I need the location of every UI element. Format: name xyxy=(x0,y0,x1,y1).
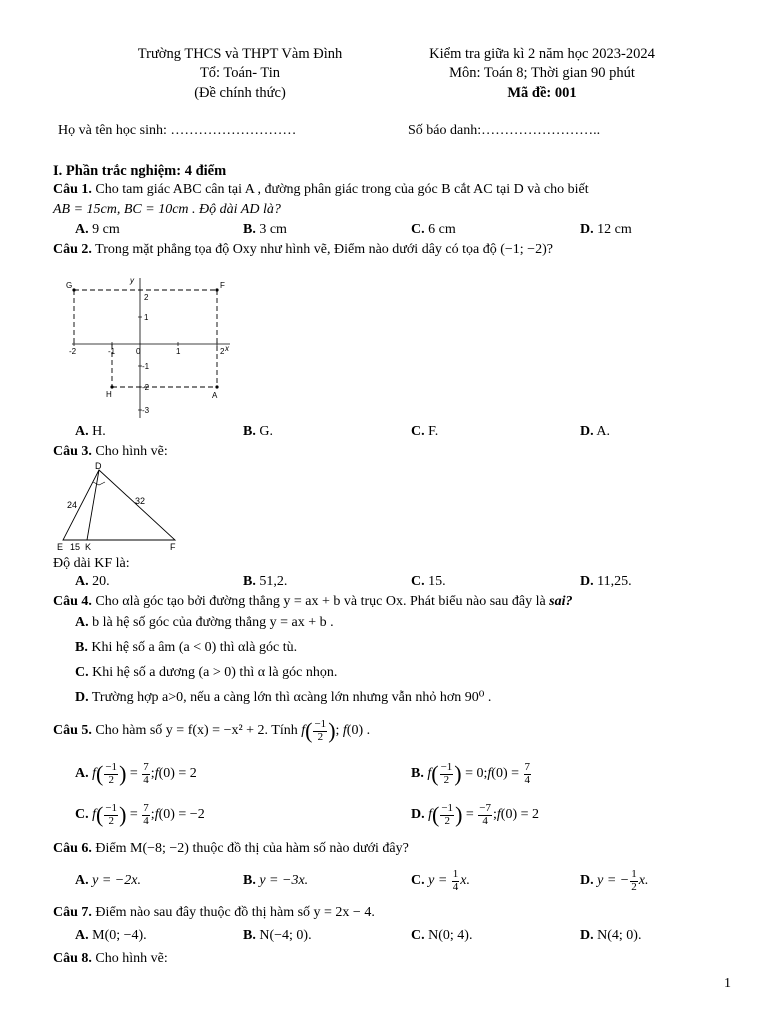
coordinate-figure xyxy=(60,272,240,422)
label-k: K xyxy=(85,542,92,552)
option-c: C. y = $\frac{1}{4}$ x. xyxy=(411,867,471,893)
option-b: B. N(−4; 0). xyxy=(243,928,312,943)
point-a xyxy=(215,385,218,388)
option-c: C. 6 cm xyxy=(411,222,456,237)
option-a: A. b là hệ số góc của đường thẳng y = ax + b . xyxy=(75,615,334,630)
option-a: A. f ( $\frac{-1}{2}$ ) = $\frac{7}{4}$ ; f (0) = 2 xyxy=(75,760,197,786)
label-f: F xyxy=(170,542,176,552)
option-a: A. M(0; −4). xyxy=(75,928,147,943)
point-f xyxy=(215,288,218,291)
question-6: Câu 6. Điểm M(−8; −2) thuộc đồ thị của hàm số nào dưới đây? xyxy=(53,841,409,856)
option-c: C. F. xyxy=(411,424,439,439)
official-label: (Đề chính thức) xyxy=(194,85,286,101)
option-d: D. Trường hợp a>0, nếu a càng lớn thì αcàng lớn nhưng vẫn nhỏ hơn 90⁰ . xyxy=(75,690,492,705)
side-24: 24 xyxy=(67,500,78,510)
exam-title: Kiểm tra giữa kì 2 năm học 2023-2024 xyxy=(429,46,655,62)
segment-dk xyxy=(87,470,99,540)
tick-y: 2 xyxy=(144,293,149,302)
option-d: D. f ( $\frac{-1}{2}$ ) = $\frac{-7}{4}$ ; f (0) = 2 xyxy=(411,801,540,827)
question-4: Câu 4. Cho αlà góc tạo bởi đường thẳng y = ax + b và trục Ox. Phát biểu nào sau đây là sai? xyxy=(53,594,573,609)
option-d: D. A. xyxy=(580,424,610,439)
exam-subject: Môn: Toán 8; Thời gian 90 phút xyxy=(449,65,635,81)
label-y: y xyxy=(130,276,134,285)
question-text: Cho tam giác ABC cân tại A , đường phân giác trong của góc B cắt AC tại D và cho biết xyxy=(95,182,589,197)
triangle-figure xyxy=(55,460,185,552)
option-a: A. y = −2x. xyxy=(75,873,141,889)
side-15: 15 xyxy=(70,542,81,552)
option-b: B. G. xyxy=(243,424,273,439)
option-a: A. 20. xyxy=(75,574,110,589)
school-name: Trường THCS và THPT Vàm Đình xyxy=(137,46,343,62)
label-h: H xyxy=(106,390,112,399)
option-b: B. 3 cm xyxy=(243,222,287,237)
side-32: 32 xyxy=(135,496,146,506)
tick-x: 2 xyxy=(220,347,225,356)
tick-x: 0 xyxy=(136,347,141,356)
option-b: B. y = −3x. xyxy=(243,873,309,889)
label-x: x xyxy=(225,344,229,353)
right-angle-mark xyxy=(93,482,105,485)
student-id-line: Số báo danh:…………………….. xyxy=(408,123,601,138)
tick-y: 1 xyxy=(144,313,149,322)
question-8: Câu 8. Cho hình vẽ: xyxy=(53,951,168,966)
option-b: B. 51,2. xyxy=(243,574,288,589)
point-g xyxy=(72,288,75,291)
tick-x: 1 xyxy=(176,347,181,356)
option-b: B. Khi hệ số a âm (a < 0) thì αlà góc tù. xyxy=(75,640,298,655)
student-name-line: Họ và tên học sinh: ……………………… xyxy=(58,123,297,138)
option-c: C. N(0; 4). xyxy=(411,928,473,943)
option-c: C. f ( $\frac{-1}{2}$ ) = $\frac{7}{4}$ ; f (0) = −2 xyxy=(75,801,205,827)
option-a: A. 9 cm xyxy=(75,222,120,237)
option-c: C. 15. xyxy=(411,574,446,589)
option-a: A. H. xyxy=(75,424,106,439)
question-1 xyxy=(53,181,743,199)
question-7: Câu 7. Điểm nào sau đây thuộc đồ thị hàm số y = 2x − 4. xyxy=(53,905,375,920)
option-b: B. f ( $\frac{-1}{2}$ ) = 0; f (0) = $\frac{7}{4}$ xyxy=(411,760,531,786)
question-label: Câu 1. xyxy=(53,182,92,197)
tick-y: -3 xyxy=(142,406,150,415)
tick-x: -1 xyxy=(108,347,116,356)
label-e: E xyxy=(57,542,64,552)
question-3: Câu 3. Cho hình vẽ: xyxy=(53,444,168,459)
option-d: D. y = − $\frac{1}{2}$ x. xyxy=(580,867,649,893)
department: Tổ: Toán- Tin xyxy=(199,65,281,81)
exam-code: Mã đề: 001 xyxy=(507,85,577,101)
option-d: D. 12 cm xyxy=(580,222,632,237)
option-d: D. 11,25. xyxy=(580,574,632,589)
question-2: Câu 2. Trong mặt phẳng tọa độ Oxy như hình vẽ, Điểm nào dưới dây có tọa độ (−1; −2)? xyxy=(53,242,553,257)
tick-y: -1 xyxy=(142,362,150,371)
option-c: C. Khi hệ số a dương (a > 0) thì α là góc nhọn. xyxy=(75,665,338,680)
tick-x: -2 xyxy=(69,347,77,356)
point-h xyxy=(110,385,113,388)
question-1-line2: AB = 15cm, BC = 10cm . Độ dài AD là? xyxy=(53,202,281,217)
question-3-sub: Độ dài KF là: xyxy=(53,556,130,571)
label-f: F xyxy=(220,281,225,290)
question-5: Câu 5. Cho hàm số y = f(x) = −x² + 2. Tính f ( $\frac{-1}{2}$ ) ; f (0) . xyxy=(53,717,371,743)
triangle-def xyxy=(63,470,175,540)
tick-y: -2 xyxy=(142,383,150,392)
label-d: D xyxy=(95,461,102,471)
section-title: I. Phần trắc nghiệm: 4 điểm xyxy=(53,163,227,179)
page-number: 1 xyxy=(724,976,731,991)
label-g: G xyxy=(66,281,73,290)
option-d: D. N(4; 0). xyxy=(580,928,642,943)
label-a: A xyxy=(212,391,218,400)
